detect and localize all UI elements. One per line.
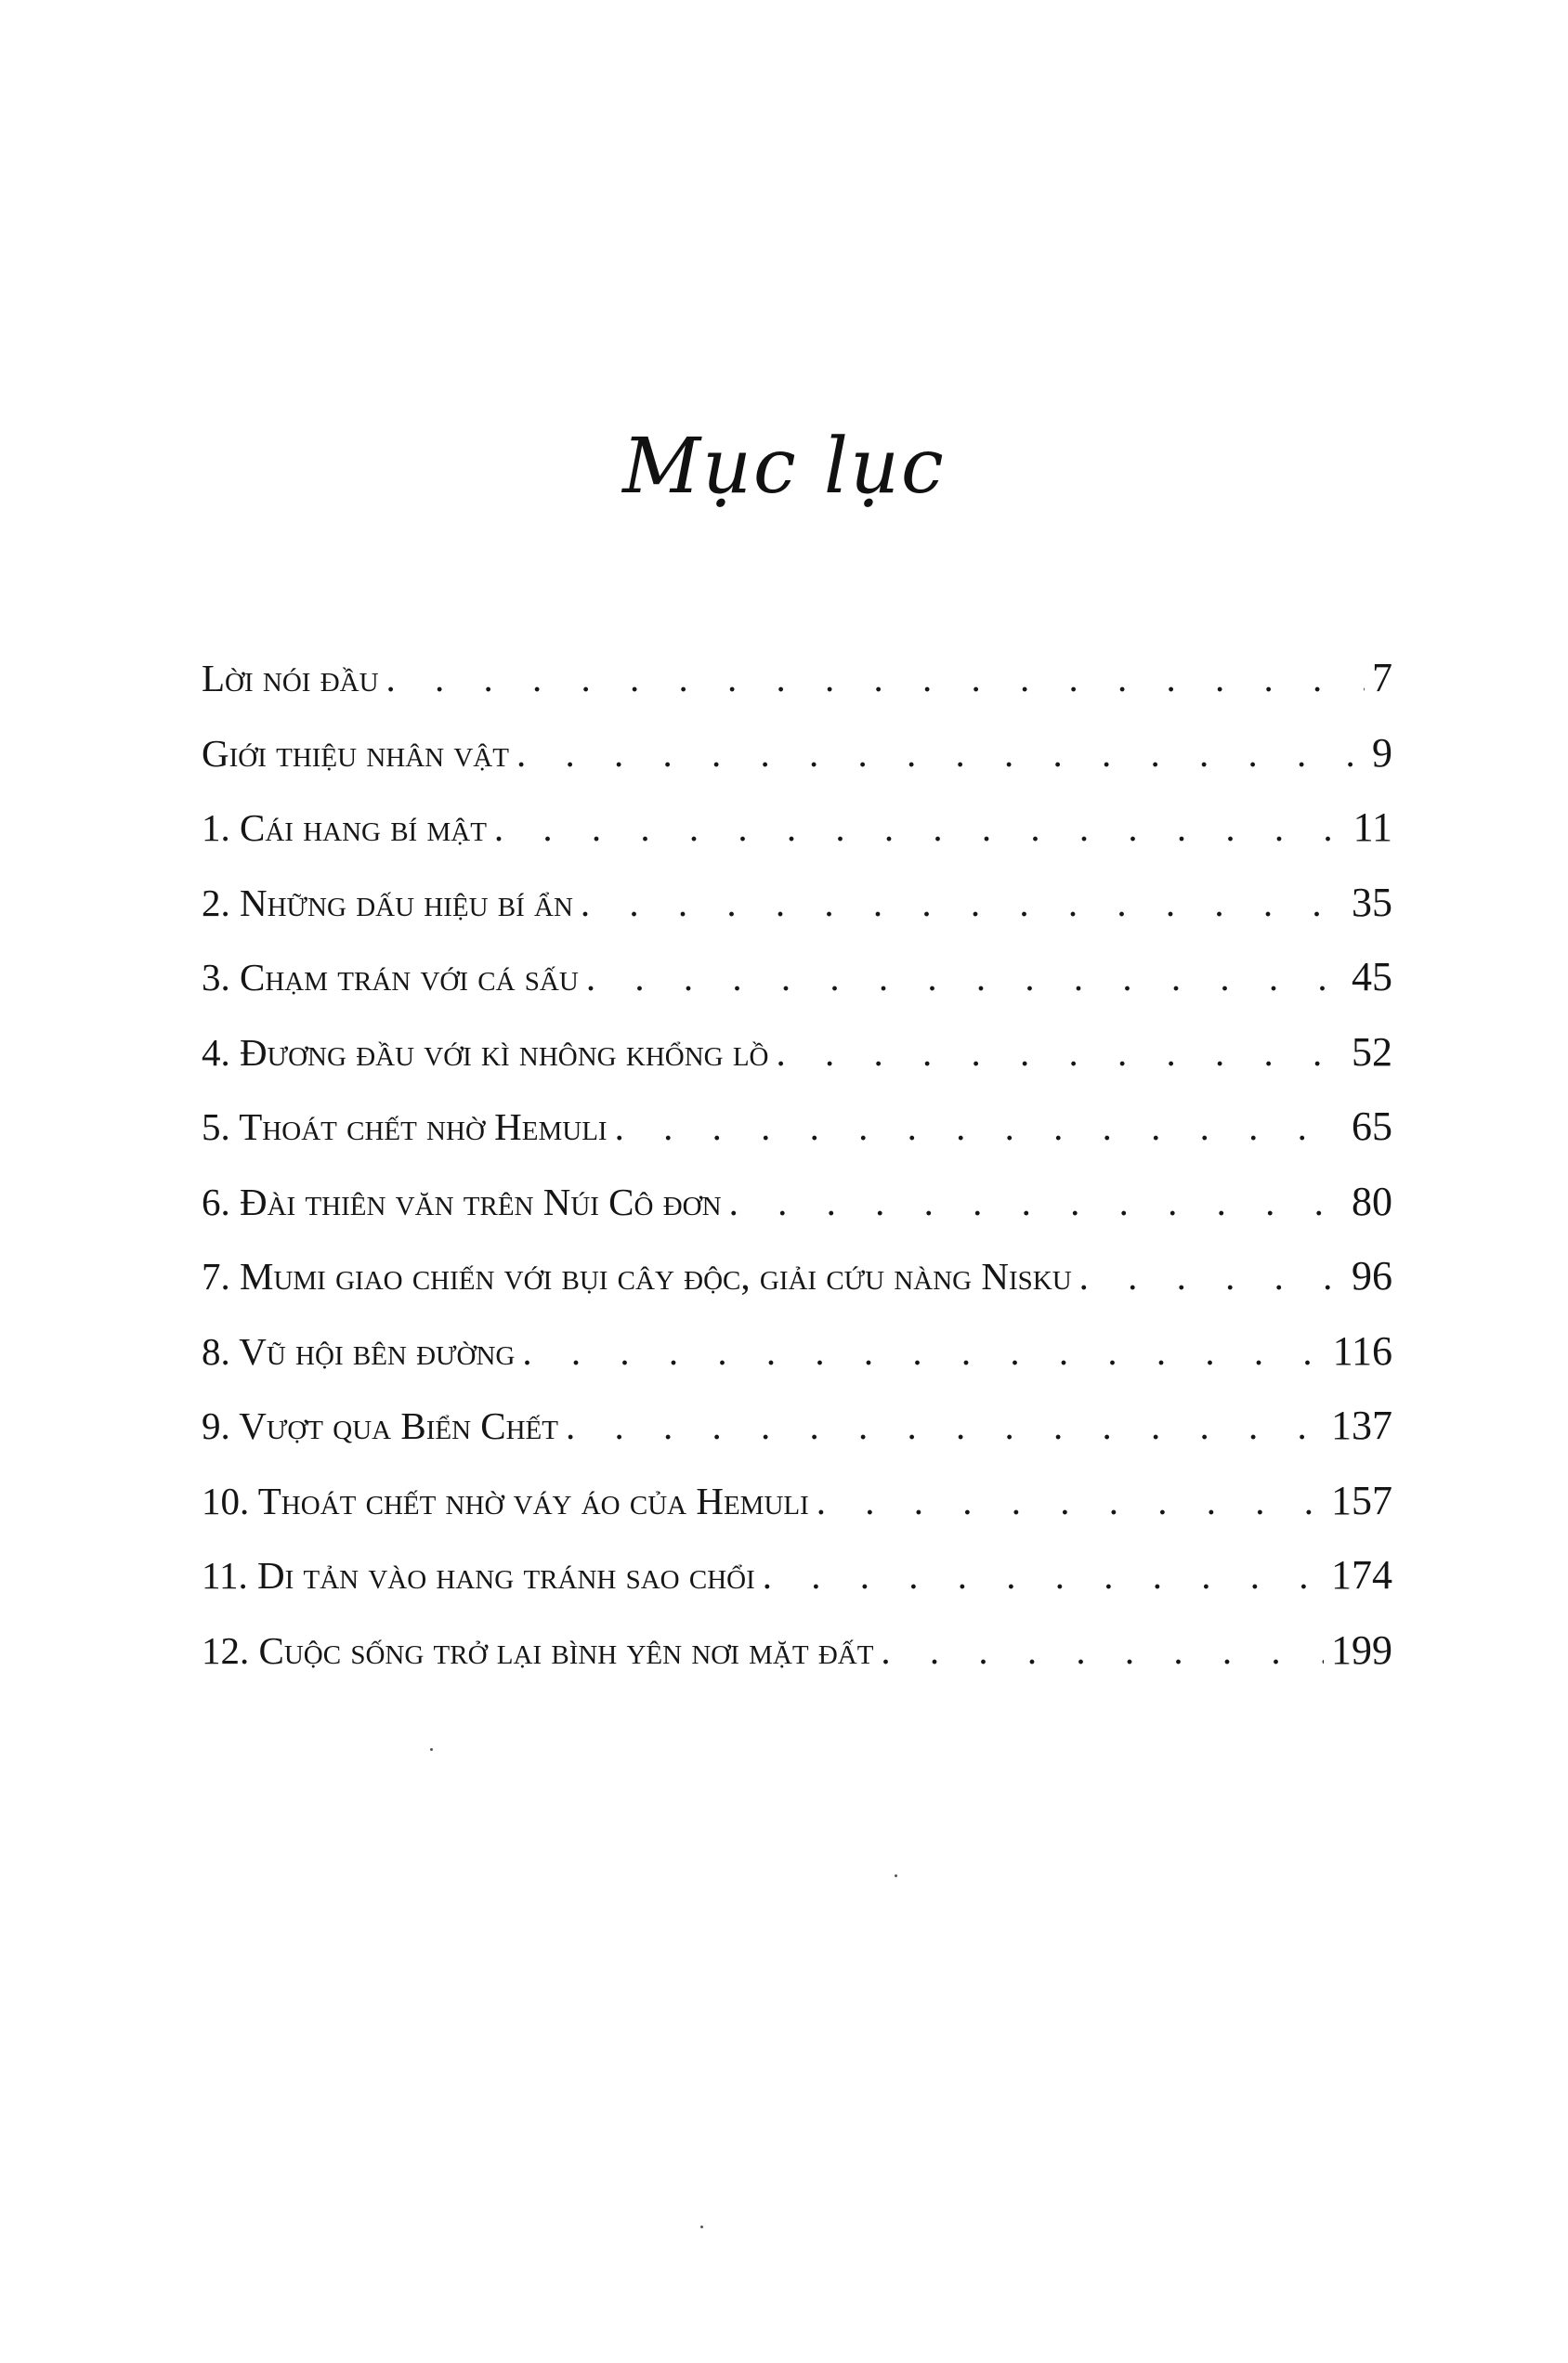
toc-entry [202, 1613, 1392, 1689]
toc-entry [202, 866, 1392, 941]
toc-entry-label: 8. Vũ hội bên đường [202, 1329, 516, 1373]
toc-dot-leader [516, 716, 1365, 790]
toc-entry [202, 1389, 1392, 1464]
toc-entry-page: 157 [1331, 1477, 1392, 1523]
toc-entry-page: 52 [1352, 1028, 1392, 1075]
toc-entry [202, 1090, 1392, 1165]
toc-entry-label: 11. Di tản vào hang tránh sao chổi [202, 1554, 755, 1597]
toc-entry-label: 4. Đương đầu với kì nhông khổng lồ [202, 1030, 769, 1074]
toc-entry [202, 1538, 1392, 1613]
scan-speck [430, 1748, 433, 1751]
toc-entry-page: 80 [1352, 1178, 1392, 1224]
toc-dot-leader [1079, 1239, 1344, 1313]
toc-entry-label: Giới thiệu nhân vật [202, 731, 509, 775]
toc-entry-label: 7. Mumi giao chiến với bụi cây độc, giải cứu nàng Nisku [202, 1255, 1072, 1298]
toc-entry-label: 10. Thoát chết nhờ váy áo của Hemuli [202, 1479, 809, 1522]
toc-entry-label: 6. Đài thiên văn trên Núi Cô đơn [202, 1180, 722, 1223]
toc-entry-page: 65 [1352, 1103, 1392, 1149]
toc-entry-page: 11 [1352, 804, 1392, 850]
toc-entry-page: 35 [1352, 879, 1392, 925]
toc-dot-leader [729, 1165, 1344, 1239]
toc-dot-leader [581, 866, 1344, 940]
scan-speck [895, 1874, 897, 1877]
toc-entry-label: Lời nói đầu [202, 657, 379, 699]
table-of-contents [202, 641, 1392, 1688]
toc-dot-leader [566, 1389, 1324, 1463]
page-title: Mục lục [622, 423, 946, 511]
toc-entry [202, 641, 1392, 716]
toc-dot-leader [615, 1090, 1344, 1164]
toc-entry [202, 940, 1392, 1015]
toc-dot-leader [817, 1464, 1324, 1538]
toc-entry [202, 1239, 1392, 1314]
toc-entry-label: 12. Cuộc sống trở lại bình yên nơi mặt đất [202, 1628, 874, 1672]
toc-dot-leader [386, 641, 1365, 715]
toc-entry [202, 1165, 1392, 1240]
toc-entry-page: 96 [1352, 1253, 1392, 1299]
toc-entry-page: 45 [1352, 954, 1392, 999]
toc-entry [202, 1015, 1392, 1090]
toc-dot-leader [586, 940, 1344, 1014]
toc-entry [202, 790, 1392, 866]
toc-entry-page: 174 [1331, 1552, 1392, 1598]
toc-dot-leader [522, 1314, 1325, 1389]
toc-entry-page: 137 [1331, 1403, 1392, 1448]
toc-entry-label: 5. Thoát chết nhờ Hemuli [202, 1105, 608, 1148]
toc-dot-leader [494, 790, 1346, 865]
toc-entry-page: 7 [1372, 655, 1392, 700]
toc-entry [202, 1314, 1392, 1390]
toc-dot-leader [777, 1015, 1345, 1090]
toc-entry-label: 1. Cái hang bí mật [202, 806, 487, 849]
toc-entry [202, 1464, 1392, 1539]
scan-speck [700, 2226, 703, 2228]
toc-entry-label: 2. Những dấu hiệu bí ẩn [202, 881, 573, 924]
toc-entry-page: 116 [1332, 1327, 1392, 1374]
toc-entry [202, 716, 1392, 791]
toc-entry-page: 9 [1372, 729, 1392, 776]
toc-entry-label: 3. Chạm trán với cá sấu [202, 956, 579, 999]
toc-dot-leader [763, 1538, 1324, 1612]
toc-dot-leader [881, 1613, 1324, 1688]
toc-entry-page: 199 [1331, 1626, 1392, 1673]
toc-entry-label: 9. Vượt qua Biển Chết [202, 1404, 558, 1447]
